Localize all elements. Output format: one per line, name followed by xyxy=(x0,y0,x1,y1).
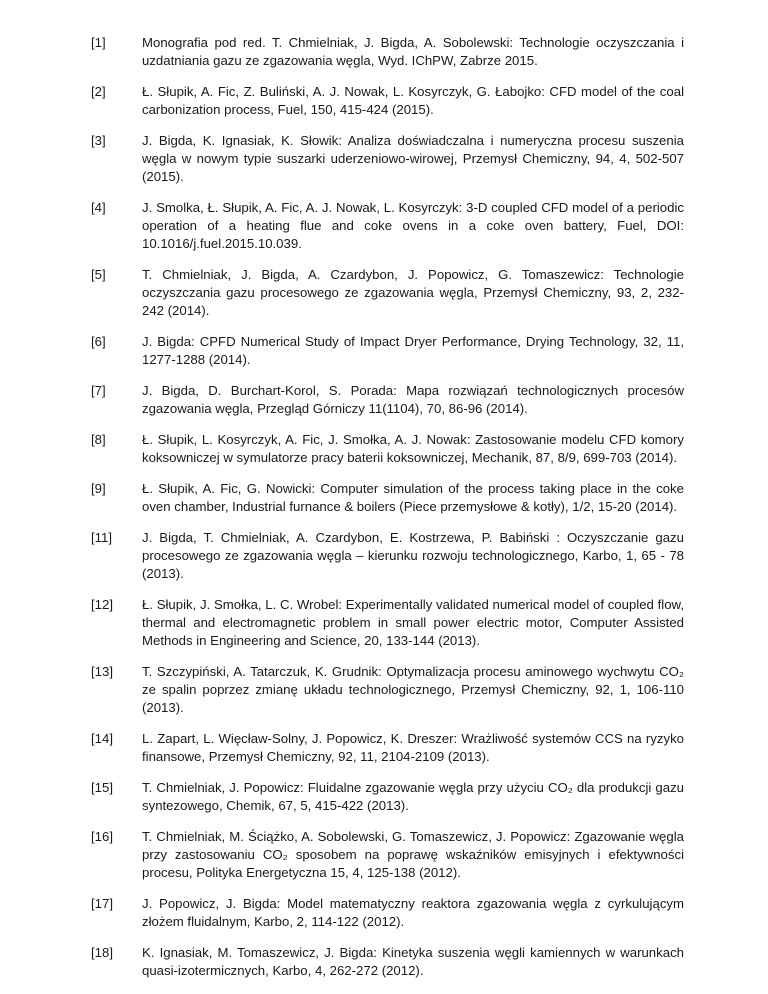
reference-number: [17] xyxy=(91,896,113,911)
reference-number: [13] xyxy=(91,664,113,679)
reference-item xyxy=(0,83,768,119)
reference-list xyxy=(0,34,768,980)
reference-item xyxy=(0,730,768,766)
reference-text: Ł. Słupik, A. Fic, G. Nowicki: Computer simulation of the process taking place in the coke oven chamber, Industrial furnance & boilers (Piece przemysłowe & kotły), 1/2, 15-20 (2014). xyxy=(142,481,684,514)
reference-text: Ł. Słupik, L. Kosyrczyk, A. Fic, J. Smołka, A. J. Nowak: Zastosowanie modelu CFD komory koksowniczej w symulatorze pracy baterii koksowniczej, Mechanik, 87, 8/9, 699-703 (2014). xyxy=(142,432,684,465)
reference-item xyxy=(0,828,768,882)
reference-item xyxy=(0,779,768,815)
reference-text: T. Chmielniak, J. Popowicz: Fluidalne zgazowanie węgla przy użyciu CO₂ dla produkcji gazu syntezowego, Chemik, 67, 5, 415-422 (2013). xyxy=(142,780,684,813)
reference-number: [18] xyxy=(91,945,113,960)
reference-item xyxy=(0,382,768,418)
reference-text: J. Bigda, D. Burchart-Korol, S. Porada: Mapa rozwiązań technologicznych procesów zgazowania węgla, Przegląd Górniczy 11(1104), 70, 86-96 (2014). xyxy=(142,383,684,416)
reference-number: [4] xyxy=(91,200,106,215)
reference-number: [11] xyxy=(91,530,113,545)
reference-text: J. Popowicz, J. Bigda: Model matematyczny reaktora zgazowania węgla z cyrkulującym złożem fluidalnym, Karbo, 2, 114-122 (2012). xyxy=(142,896,684,929)
reference-item xyxy=(0,529,768,583)
reference-item xyxy=(0,480,768,516)
reference-number: [9] xyxy=(91,481,106,496)
reference-item xyxy=(0,333,768,369)
reference-number: [2] xyxy=(91,84,106,99)
reference-number: [5] xyxy=(91,267,106,282)
reference-number: [16] xyxy=(91,829,113,844)
reference-number: [7] xyxy=(91,383,106,398)
reference-number: [12] xyxy=(91,597,113,612)
reference-item xyxy=(0,34,768,70)
reference-item xyxy=(0,431,768,467)
reference-text: T. Chmielniak, J. Bigda, A. Czardybon, J. Popowicz, G. Tomaszewicz: Technologie oczyszczania gazu procesowego ze zgazowania węgla, Przemysł Chemiczny, 93, 2, 232-242 (2014). xyxy=(142,267,684,318)
reference-item xyxy=(0,944,768,980)
reference-text: T. Szczypiński, A. Tatarczuk, K. Grudnik: Optymalizacja procesu aminowego wychwytu CO₂ ze spalin poprzez zmianę układu technologicznego, Przemysł Chemiczny, 92, 1, 106-110 (2013). xyxy=(142,664,684,715)
reference-text: J. Bigda, K. Ignasiak, K. Słowik: Analiza doświadczalna i numeryczna procesu suszenia węgla w nowym typie suszarki uderzeniowo-wirowej, Przemysł Chemiczny, 94, 4, 502-507 (2015). xyxy=(142,133,684,184)
reference-item xyxy=(0,596,768,650)
reference-item xyxy=(0,132,768,186)
reference-text: L. Zapart, L. Więcław-Solny, J. Popowicz, K. Dreszer: Wrażliwość systemów CCS na ryzyko finansowe, Przemysł Chemiczny, 92, 11, 2104-2109 (2013). xyxy=(142,731,684,764)
reference-number: [15] xyxy=(91,780,113,795)
reference-item xyxy=(0,663,768,717)
reference-number: [6] xyxy=(91,334,106,349)
reference-number: [8] xyxy=(91,432,106,447)
reference-text: Monografia pod red. T. Chmielniak, J. Bigda, A. Sobolewski: Technologie oczyszczania i uzdatniania gazu ze zgazowania węgla, Wyd. IChPW, Zabrze 2015. xyxy=(142,35,684,68)
reference-text: J. Bigda, T. Chmielniak, A. Czardybon, E. Kostrzewa, P. Babiński : Oczyszczanie gazu procesowego ze zgazowania węgla – kierunku rozwoju technologicznego, Karbo, 1, 65 - 78 (2013). xyxy=(142,530,684,581)
reference-number: [3] xyxy=(91,133,106,148)
reference-item xyxy=(0,895,768,931)
reference-text: Ł. Słupik, A. Fic, Z. Buliński, A. J. Nowak, L. Kosyrczyk, G. Łabojko: CFD model of the coal carbonization process, Fuel, 150, 415-424 (2015). xyxy=(142,84,684,117)
reference-text: T. Chmielniak, M. Ściążko, A. Sobolewski, G. Tomaszewicz, J. Popowicz: Zgazowanie węgla przy zastosowaniu CO₂ sposobem na poprawę wskaźników emisyjnych i efektywności procesu, Polityka Energetyczna 15, 4, 125-138 (2012). xyxy=(142,829,684,880)
reference-number: [14] xyxy=(91,731,113,746)
reference-text: Ł. Słupik, J. Smołka, L. C. Wrobel: Experimentally validated numerical model of coupled flow, thermal and electromagnetic problem in small power electric motor, Computer Assisted Methods in Engineering and Science, 20, 133-144 (2013). xyxy=(142,597,684,648)
reference-item xyxy=(0,266,768,320)
reference-text: J. Smolka, Ł. Słupik, A. Fic, A. J. Nowak, L. Kosyrczyk: 3-D coupled CFD model of a periodic operation of a heating flue and coke ovens in a coke oven battery, Fuel, DOI: 10.1016/j.fuel.2015.10.039. xyxy=(142,200,684,251)
reference-number: [1] xyxy=(91,35,106,50)
reference-text: K. Ignasiak, M. Tomaszewicz, J. Bigda: Kinetyka suszenia węgli kamiennych w warunkach quasi-izotermicznych, Karbo, 4, 262-272 (2012). xyxy=(142,945,684,978)
reference-item xyxy=(0,199,768,253)
reference-text: J. Bigda: CPFD Numerical Study of Impact Dryer Performance, Drying Technology, 32, 11, 1277-1288 (2014). xyxy=(142,334,684,367)
